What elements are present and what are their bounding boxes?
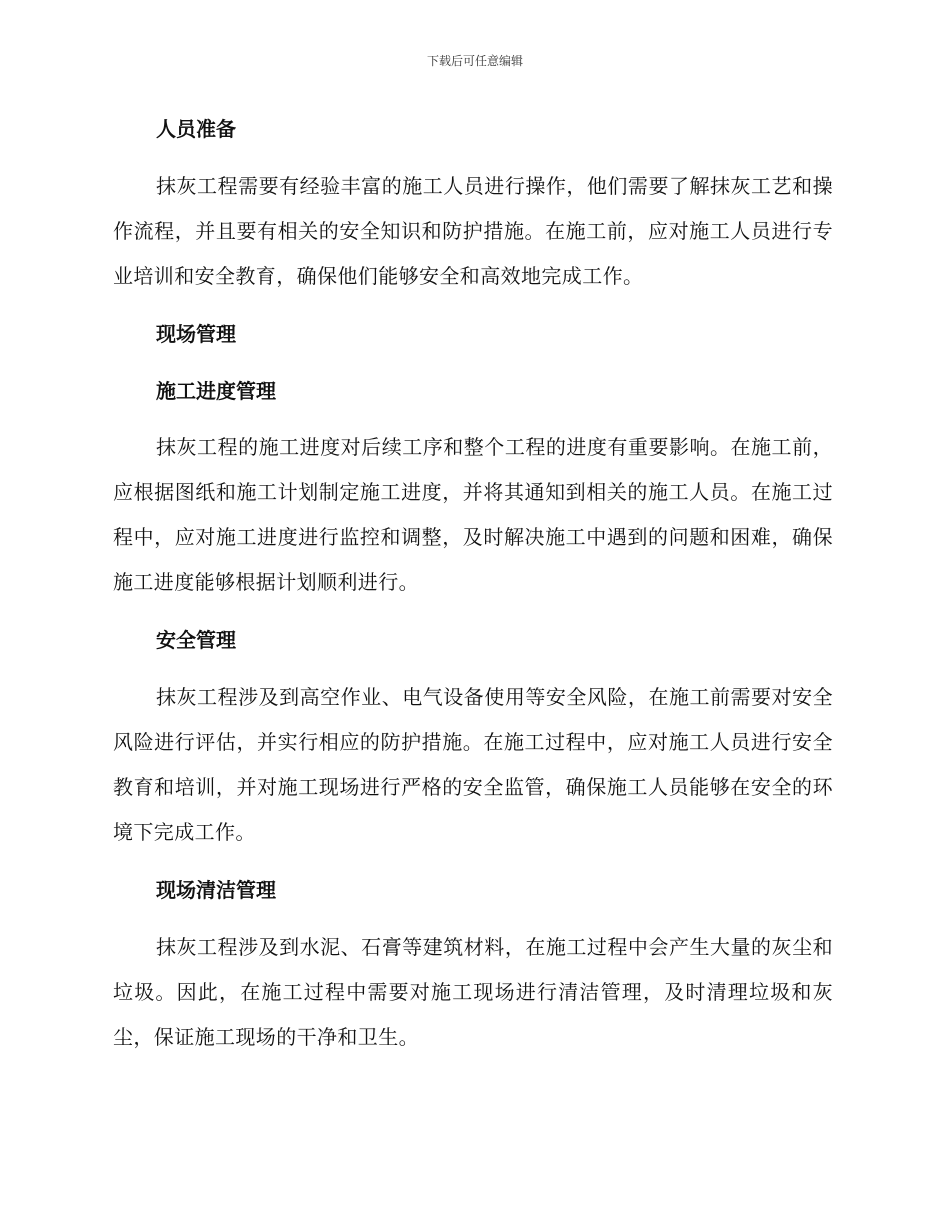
page-header: 下载后可任意编辑: [426, 54, 523, 68]
section-heading-site-management: 现场管理: [156, 322, 236, 346]
section-heading-cleaning: 现场清洁管理: [156, 878, 276, 902]
section-paragraph-cleaning: 抹灰工程涉及到水泥、石膏等建筑材料，在施工过程中会产生大量的灰尘和垃圾。因此，在施工过程中需要对施工现场进行清洁管理，及时清理垃圾和灰尘，保证施工现场的干净和卫生。: [113, 935, 833, 1049]
section-heading-personnel: 人员准备: [156, 117, 236, 141]
section-paragraph-personnel: 抹灰工程需要有经验丰富的施工人员进行操作，他们需要了解抹灰工艺和操作流程，并且要有相关的安全知识和防护措施。在施工前，应对施工人员进行专业培训和安全教育，确保他们能够安全和高效地完成工作。: [113, 174, 833, 288]
section-heading-safety: 安全管理: [156, 628, 236, 652]
section-paragraph-progress: 抹灰工程的施工进度对后续工序和整个工程的进度有重要影响。在施工前，应根据图纸和施工计划制定施工进度，并将其通知到相关的施工人员。在施工过程中，应对施工进度进行监控和调整，及时解决施工中遇到的问题和困难，确保施工进度能够根据计划顺利进行。: [113, 435, 833, 594]
section-heading-progress: 施工进度管理: [156, 379, 276, 403]
section-paragraph-safety: 抹灰工程涉及到高空作业、电气设备使用等安全风险，在施工前需要对安全风险进行评估，并实行相应的防护措施。在施工过程中，应对施工人员进行安全教育和培训，并对施工现场进行严格的安全监管，确保施工人员能够在安全的环境下完成工作。: [113, 685, 833, 844]
